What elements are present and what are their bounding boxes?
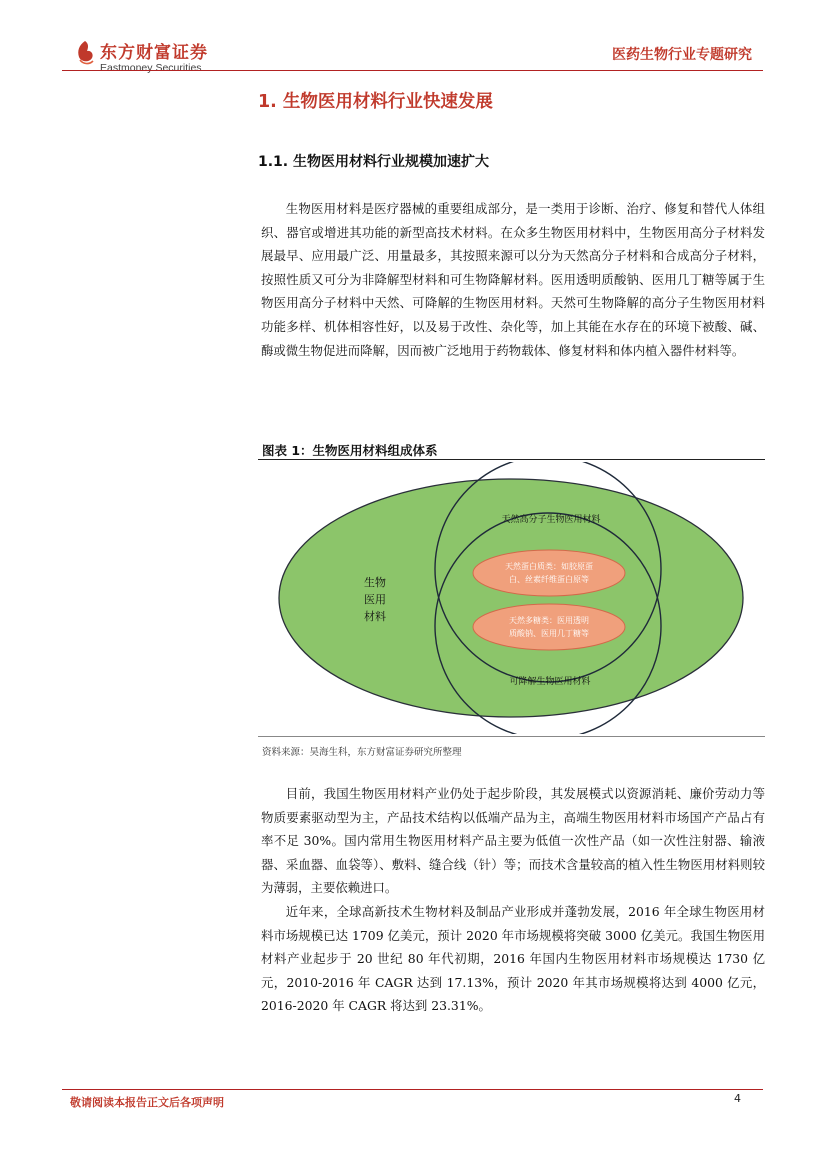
subsection-heading: 1.1. 生物医用材料行业规模加速扩大 [258, 154, 489, 170]
report-type-label: 医药生物行业专题研究 [612, 47, 752, 63]
page-number: 4 [734, 1092, 741, 1105]
natural-protein-oval [473, 550, 625, 596]
logo-english-name: Eastmoney Securities [100, 62, 202, 74]
materials-venn-diagram [258, 462, 765, 734]
outer-label-line-3: 材料 [364, 610, 386, 623]
protein-oval-line-1: 天然蛋白质类：如胶原蛋 [505, 562, 593, 571]
eastmoney-logo-icon [74, 40, 96, 66]
body-paragraph-1: 生物医用材料是医疗器械的重要组成部分，是一类用于诊断、治疗、修复和替代人体组织、器官或增进其功能的新型高技术材料。在众多生物医用材料中，生物医用高分子材料发展最早、应用最广泛、用量最多，其按照来源可以分为天然高分子材料和合成高分子材料，按照性质又可分为非降解型材料和可生物降解材料。医用透明质酸钠、医用几丁糖等属于生物医用高分子材料中天然、可降解的生物医用材料。天然可生物降解的高分子生物医用材料功能多样、机体相容性好，以及易于改性、杂化等，加上其能在水存在的环境下被酸、碱、酶或微生物促进而降解，因而被广泛地用于药物载体、修复材料和体内植入器件材料等。 [261, 201, 765, 358]
company-logo [74, 38, 234, 78]
polysaccharide-oval-line-2: 质酸钠、医用几丁糖等 [509, 629, 589, 638]
body-paragraph-3: 近年来，全球高新技术生物材料及制品产业形成并蓬勃发展，2016 年全球生物医用材料市场规模已达 1709 亿美元，预计 2020 年市场规模将突破 3000 亿美元。我国生物医用材料产业起步于 20 世纪 80 年代初期，2016 年国内生物医用材料市场规模达 1730 亿元，2010-2016 年 CAGR 达到 17.13%，预计 2020 年其市场规模将达到 4000 亿元，2016-2020 年 CAGR 将达到 23.31%。 [261, 904, 765, 1014]
figure-title: 图表 1：生物医用材料组成体系 [262, 443, 438, 458]
disclaimer-note: 敬请阅读本报告正文后各项声明 [70, 1096, 224, 1109]
section-heading: 1. 生物医用材料行业快速发展 [258, 92, 493, 112]
outer-label-line-2: 医用 [364, 593, 386, 606]
footer-divider [62, 1089, 763, 1090]
figure-top-rule [258, 459, 765, 460]
degradable-label: 可降解生物医用材料 [509, 677, 591, 687]
body-paragraph-2: 目前，我国生物医用材料产业仍处于起步阶段，其发展模式以资源消耗、廉价劳动力等物质要素驱动型为主，产品技术结构以低端产品为主，高端生物医用材料市场国产产品占有率不足 30%。国内常用生物医用材料产品主要为低值一次性产品（如一次性注射器、输液器、采血器、血袋等）、敷料、缝合线（针）等；而技术含量较高的植入性生物医用材料则较为薄弱，主要依赖进口。 [261, 786, 765, 896]
header-divider [62, 70, 763, 71]
outer-label-line-1: 生物 [364, 576, 386, 589]
natural-polysaccharide-oval [473, 604, 625, 650]
figure-source: 资料来源：昊海生科，东方财富证券研究所整理 [262, 747, 462, 758]
protein-oval-line-2: 白、丝素纤维蛋白原等 [509, 575, 589, 584]
polysaccharide-oval-line-1: 天然多糖类：医用透明 [509, 616, 589, 625]
figure-bottom-rule [258, 736, 765, 737]
logo-chinese-name: 东方财富证券 [100, 43, 208, 63]
natural-polymer-label: 天然高分子生物医用材料 [501, 515, 601, 525]
